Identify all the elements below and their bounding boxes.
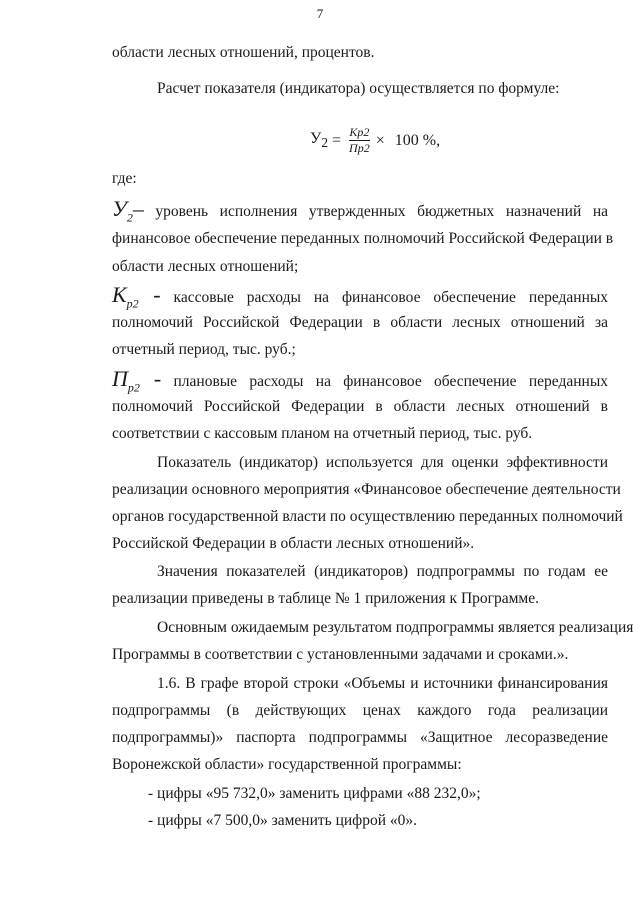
paragraph-line: Воронежской области» государственной программы: — [112, 756, 462, 773]
paragraph-line: Российской Федерации в области лесных отношений». — [112, 535, 475, 552]
paragraph-line: подпрограммы (в действующих ценах каждого года реализации — [112, 702, 608, 719]
paragraph-line: где: — [112, 170, 137, 187]
definition-line: $У_2-$ уровень исполнения утвержденных бюджетных назначений на — [112, 196, 608, 225]
paragraph-line: реализации основного мероприятия «Финансовое обеспечение деятельности — [112, 481, 621, 498]
page-number: 7 — [316, 6, 324, 21]
paragraph-line: Расчет показателя (индикатора) осуществляется по формуле: — [157, 80, 560, 97]
formula — [310, 126, 440, 155]
definition-line: области лесных отношений; — [112, 258, 299, 275]
paragraph-line: области лесных отношений, процентов. — [112, 44, 375, 61]
formula-equals: = — [332, 131, 342, 149]
paragraph-line: Значения показателей (индикаторов) подпрограммы по годам ее — [157, 563, 608, 580]
formula-denominator: Пр2 — [349, 141, 370, 155]
paragraph-line: 1.6. В графе второй строки «Объемы и источники финансирования — [157, 675, 608, 692]
paragraph-line: подпрограммы)» паспорта подпрограммы «Защитное лесоразведение — [112, 729, 608, 746]
paragraph-line: Основным ожидаемым результатом подпрограммы является реализация — [157, 619, 634, 636]
definition-symbol: $У_2-$ — [112, 196, 144, 225]
formula-times: × — [375, 131, 385, 149]
definition-line: $К_{р2}$ - кассовые расходы на финансовое обеспечение переданных — [112, 282, 609, 311]
paragraph-line: органов государственной власти по осуществлению переданных полномочий — [112, 508, 623, 525]
list-item: - цифры «7 500,0» заменить цифрой «0». — [148, 812, 418, 829]
paragraph-line: Показатель (индикатор) используется для оценки эффективности — [157, 454, 608, 471]
definition-line: $П_{р2}$ - плановые расходы на финансовое обеспечение переданных — [112, 366, 609, 395]
definition-symbol: $П_{р2}$ - — [112, 366, 162, 395]
paragraph-line: реализации приведены в таблице № 1 приложения к Программе. — [112, 590, 539, 607]
definition-line: соответствии с кассовым планом на отчетный период, тыс. руб. — [112, 425, 533, 442]
definition-line: финансовое обеспечение переданных полномочий Российской Федерации в — [112, 230, 614, 247]
paragraph-line: Программы в соответствии с установленными задачами и сроками.». — [112, 646, 569, 663]
formula-lhs: $У_2$ — [310, 129, 328, 151]
formula-fraction — [349, 126, 370, 155]
definition-line: полномочий Российской Федерации в области лесных отношений за — [112, 314, 608, 331]
definition-symbol: $К_{р2}$ - — [112, 282, 161, 311]
formula-value: 100 %, — [394, 131, 441, 149]
definition-line: отчетный период, тыс. руб.; — [112, 341, 296, 358]
list-item: - цифры «95 732,0» заменить цифрами «88 232,0»; — [148, 785, 481, 802]
definition-line: полномочий Российской Федерации в области лесных отношений в — [112, 398, 608, 415]
formula-numerator: Кр2 — [349, 125, 370, 139]
